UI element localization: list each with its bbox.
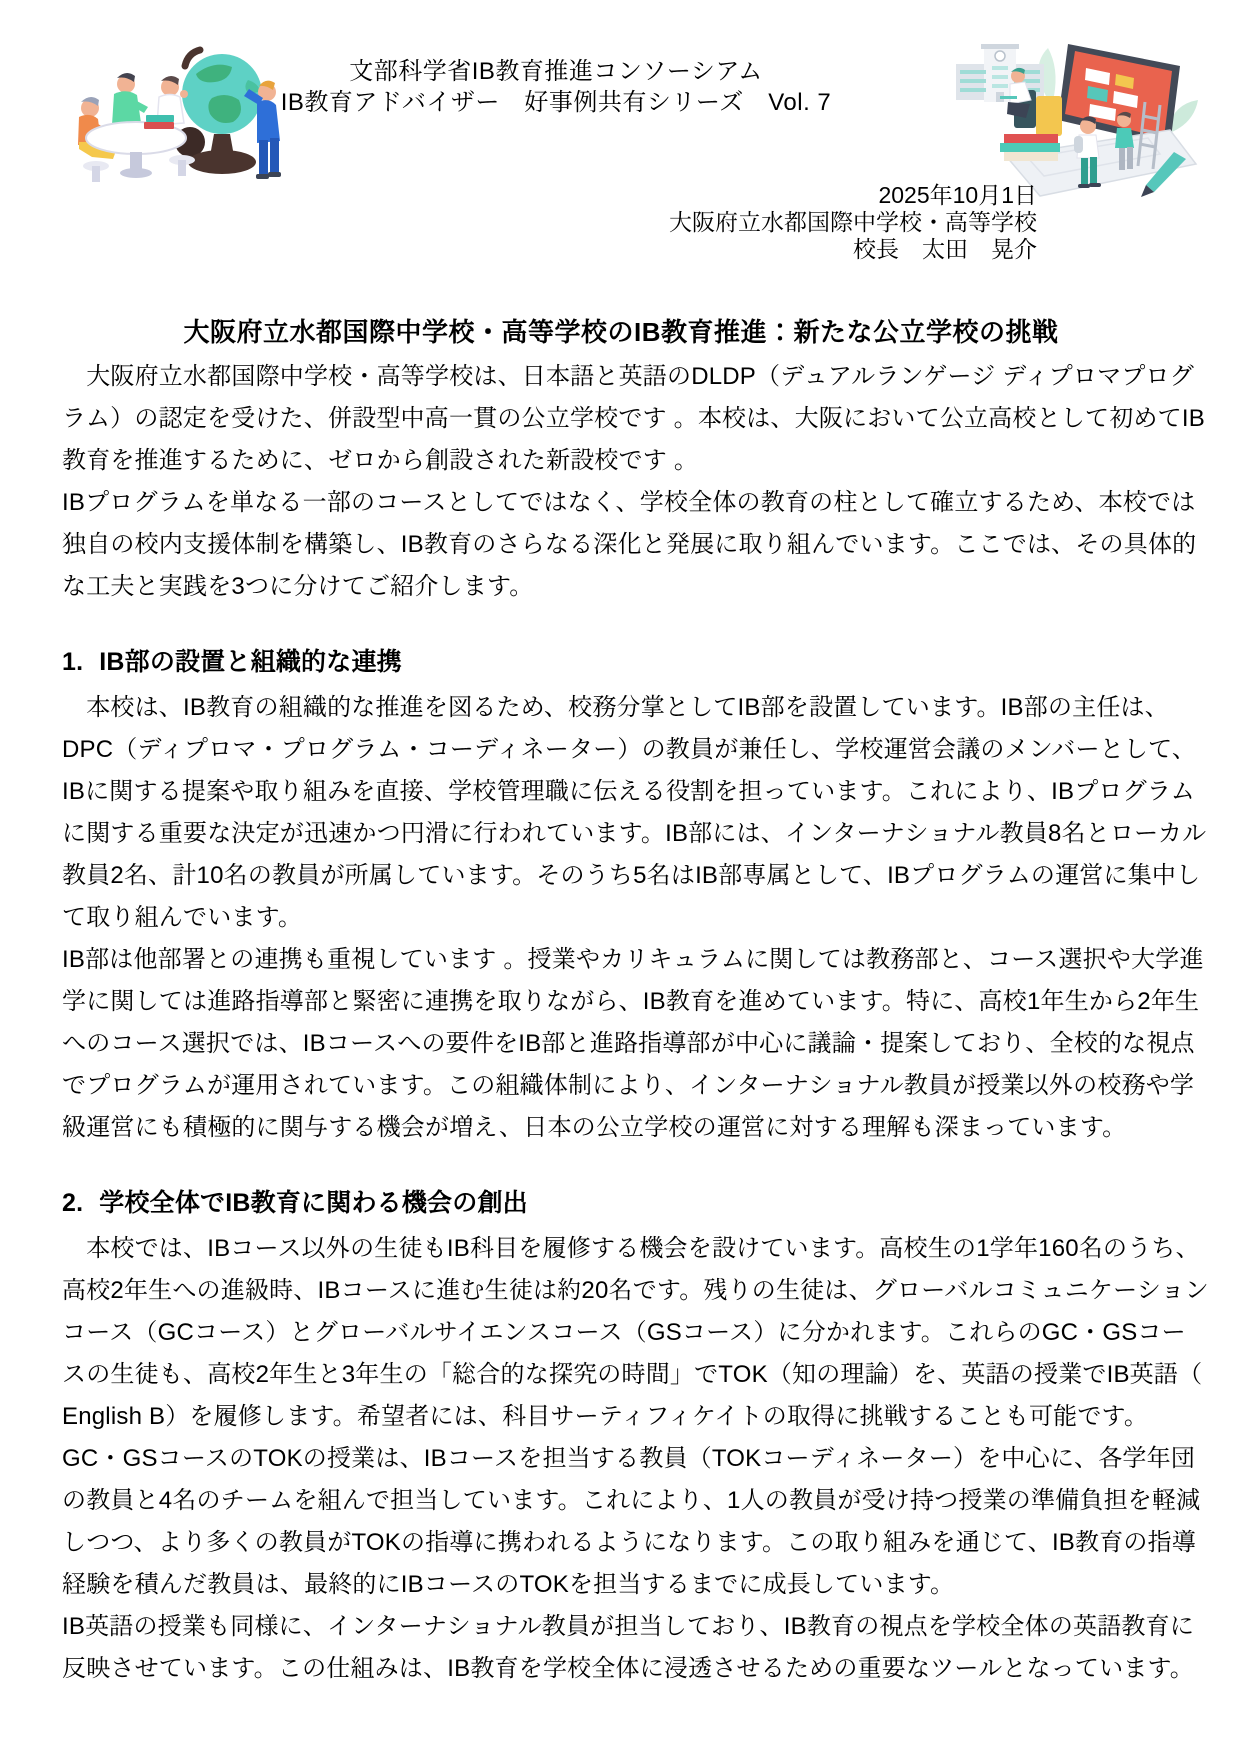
text-line: しつつ、より多くの教員がTOKの指導に携われるようになります。この取り組みを通じて、IB教育の指導	[62, 1529, 1197, 1556]
section-1-title: IB部の設置と組織的な連携	[99, 648, 402, 676]
text-line: な工夫と実践を3つに分けてご紹介します。	[62, 573, 534, 600]
text-line: スの生徒も、高校2年生と3年生の「総合的な探究の時間」でTOK（知の理論）を、英語の授業でIB英語（	[62, 1361, 1203, 1388]
text-line: 級運営にも積極的に関与する機会が増え、日本の公立学校の運営に対する理解も深まっています。	[62, 1114, 1127, 1141]
text-line: IB部は他部署との連携も重視しています 。授業やカリキュラムに関しては教務部と、コース選択や大学進	[62, 946, 1204, 973]
page-title: 大阪府立水都国際中学校・高等学校のIB教育推進：新たな公立学校の挑戦	[183, 317, 1059, 347]
section-2-heading	[62, 1182, 1186, 1224]
text-line: 高校2年生への進級時、IBコースに進む生徒は約20名です。残りの生徒は、グローバルコミュニケーション	[62, 1277, 1209, 1304]
meta-block	[669, 182, 1037, 263]
document-header	[0, 56, 1112, 118]
text-line: の教員と4名のチームを組んで担当しています。これにより、1人の教員が受け持つ授業の準備負担を軽減	[62, 1487, 1201, 1514]
section-2-paragraph	[62, 1228, 1209, 1690]
text-line: 独自の校内支援体制を構築し、IB教育のさらなる深化と発展に取り組んでいます。ここでは、その具体的	[62, 531, 1197, 558]
section-1-heading	[62, 641, 1186, 683]
text-line: English B）を履修します。希望者には、科目サーティフィケイトの取得に挑戦することも可能です。	[62, 1403, 1149, 1430]
text-line: 経験を積んだ教員は、最終的にIBコースのTOKを担当するまでに成長しています。	[62, 1571, 955, 1598]
section-1-number: 1.	[62, 648, 84, 676]
section-1-paragraph	[62, 687, 1207, 1149]
header-series-line: IB教育アドバイザー 好事例共有シリーズ Vol. 7	[280, 89, 832, 116]
text-line: 教育を推進するために、ゼロから創設された新設校です 。	[62, 447, 699, 474]
text-line: DPC（ディプロマ・プログラム・コーディネーター）の教員が兼任し、学校運営会議のメンバーとして、	[62, 736, 1197, 763]
text-line: に関する重要な決定が迅速かつ円滑に行われています。IB部には、インターナショナル教員8名とローカル	[62, 820, 1207, 847]
text-line: でプログラムが運用されています。この組織体制により、インターナショナル教員が授業以外の校務や学	[62, 1072, 1195, 1099]
text-line: GC・GSコースのTOKの授業は、IBコースを担当する教員（TOKコーディネーター）を中心に、各学年団	[62, 1445, 1196, 1472]
intro-paragraph	[62, 356, 1205, 608]
section-2-number: 2.	[62, 1189, 84, 1217]
text-line: 学に関しては進路指導部と緊密に連携を取りながら、IB教育を進めています。特に、高校1年生から2年生	[62, 988, 1200, 1015]
text-line: 本校では、IBコース以外の生徒もIB科目を履修する機会を設けています。高校生の1学年160名のうち、	[62, 1235, 1200, 1262]
text-line: IBプログラムを単なる一部のコースとしてではなく、学校全体の教育の柱として確立するため、本校では	[62, 489, 1196, 516]
laptop-learning-icon	[948, 34, 1198, 202]
document-body	[62, 356, 1209, 1690]
text-line: IB英語の授業も同様に、インターナショナル教員が担当しており、IB教育の視点を学校全体の英語教育に	[62, 1613, 1195, 1640]
text-line: 反映させています。この仕組みは、IB教育を学校全体に浸透させるための重要なツールとなっています。	[62, 1655, 1194, 1682]
text-line: 教員2名、計10名の教員が所属しています。そのうち5名はIB部専属として、IBプログラムの運営に集中し	[62, 862, 1201, 889]
text-line: 大阪府立水都国際中学校・高等学校は、日本語と英語のDLDP（デュアルランゲージ ディプロマプログ	[62, 363, 1194, 390]
text-line: 本校は、IB教育の組織的な推進を図るため、校務分掌としてIB部を設置しています。IB部の主任は、	[62, 694, 1169, 721]
text-line: ラム）の認定を受けた、併設型中高一貫の公立学校です 。本校は、大阪において公立高校として初めてIB	[62, 405, 1205, 432]
text-line: コース（GCコース）とグローバルサイエンスコース（GSコース）に分かれます。これらのGC・GSコー	[62, 1319, 1186, 1346]
text-line: IBに関する提案や取り組みを直接、学校管理職に伝える役割を担っています。これにより、IBプログラム	[62, 778, 1195, 805]
date: 2025年10月1日	[878, 182, 1037, 208]
online-learning-illustration	[948, 34, 1198, 202]
header-org-line: 文部科学省IB教育推進コンソーシアム	[349, 58, 763, 85]
text-line: へのコース選択では、IBコースへの要件をIB部と進路指導部が中心に議論・提案しており、全校的な視点	[62, 1030, 1195, 1057]
section-2-title: 学校全体でIB教育に関わる機会の創出	[99, 1189, 528, 1217]
author-principal: 校長 太田 晃介	[853, 236, 1037, 262]
school-name: 大阪府立水都国際中学校・高等学校	[669, 209, 1037, 235]
text-line: て取り組んでいます。	[62, 904, 303, 931]
